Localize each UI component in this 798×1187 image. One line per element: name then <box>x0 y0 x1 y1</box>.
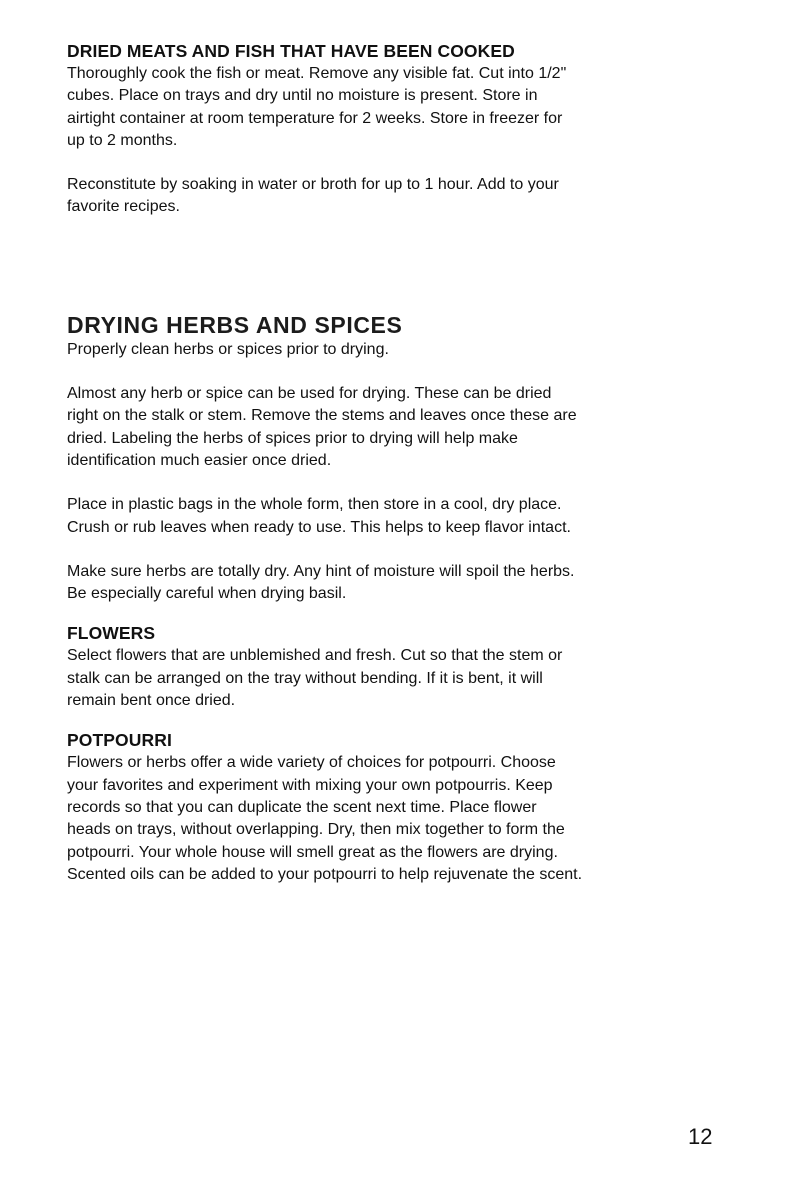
dried-meats-paragraph-2: Reconstitute by soaking in water or broth for up to 1 hour. Add to your favorite recipes. <box>67 176 559 216</box>
flowers-paragraph: Select flowers that are unblemished and fresh. Cut so that the stem or stalk can be arranged on the tray without bending. If it is bent, it will remain bent once dried. <box>67 647 563 710</box>
potpourri-heading: POTPOURRI <box>67 730 172 751</box>
herbs-section-title: DRYING HERBS AND SPICES <box>67 311 403 338</box>
flowers-heading: FLOWERS <box>67 623 156 644</box>
herbs-paragraph-3: Place in plastic bags in the whole form, then store in a cool, dry place. Crush or rub leaves when ready to use. This helps to keep flavor intact. <box>67 496 571 536</box>
potpourri-paragraph: Flowers or herbs offer a wide variety of choices for potpourri. Choose your favorites and experiment with mixing your own potpourris. Keep records so that you can duplicate the scent next time. Place flower heads on trays, without overlapping. Dry, then mix together to form the potpourri. Your whole house will smell great as the flowers are drying. Scented oils can be added to your potpourri to help rejuvenate the scent. <box>67 754 583 883</box>
dried-meats-heading: DRIED MEATS AND FISH THAT HAVE BEEN COOKED <box>67 41 515 61</box>
page-content <box>67 40 727 886</box>
page-number: 12 <box>688 1124 713 1149</box>
herbs-paragraph-1: Properly clean herbs or spices prior to drying. <box>67 340 389 358</box>
herbs-paragraph-4: Make sure herbs are totally dry. Any hint of moisture will spoil the herbs. Be especially careful when drying basil. <box>67 562 575 603</box>
dried-meats-paragraph-1: Thoroughly cook the fish or meat. Remove any visible fat. Cut into 1/2" cubes. Place on trays and dry until no moisture is present. Store in airtight container at room temperature for 2 weeks. Store in freezer for up to 2 months. <box>67 65 567 149</box>
herbs-paragraph-2: Almost any herb or spice can be used for drying. These can be dried right on the stalk or stem. Remove the stems and leaves once these are dried. Labeling the herbs of spices prior to drying will help make identification much easier once dried. <box>67 385 577 469</box>
